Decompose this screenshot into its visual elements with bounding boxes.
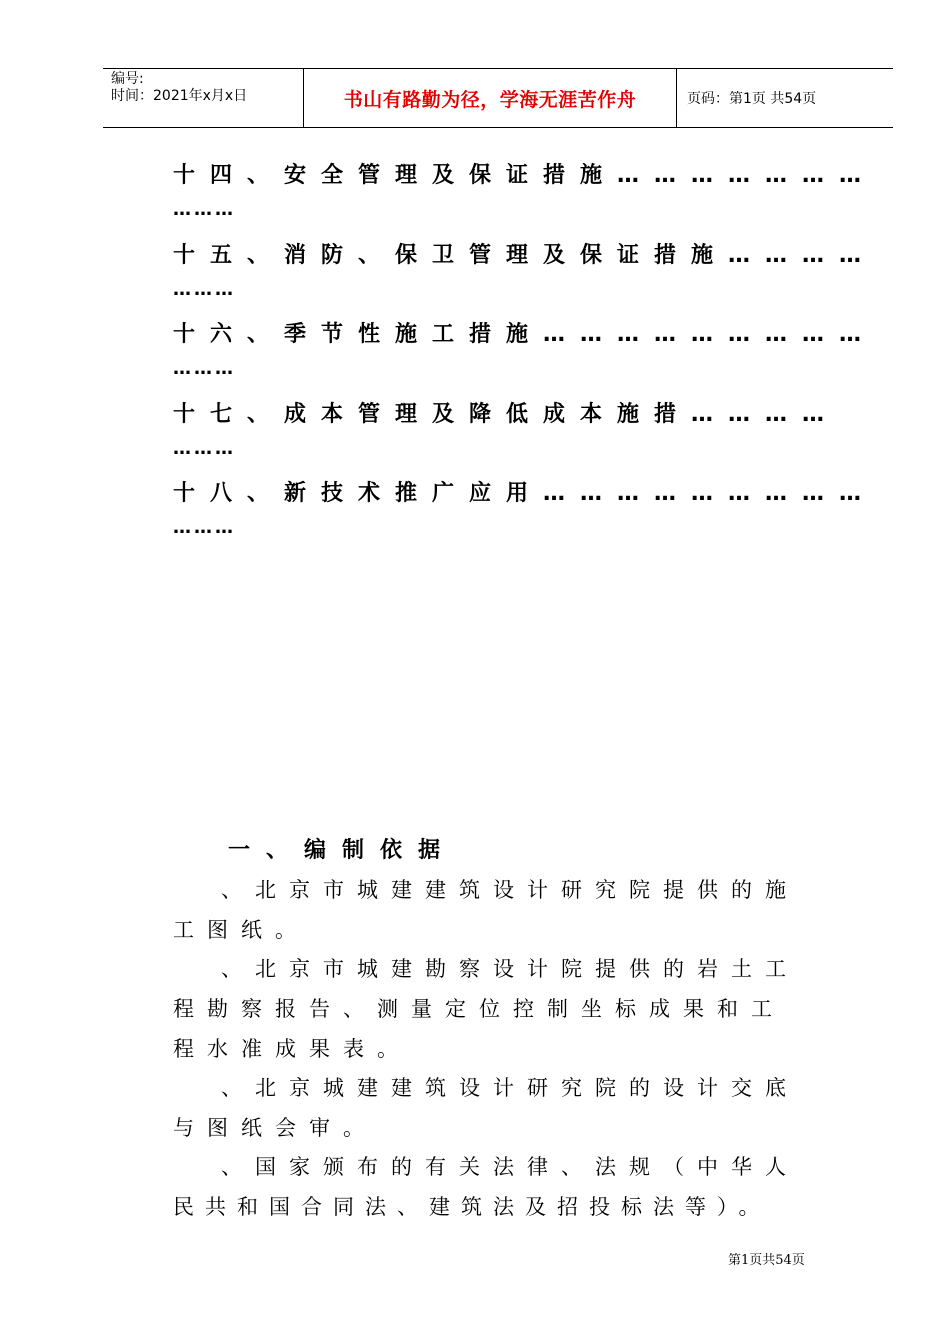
header-motto-cell — [303, 69, 677, 127]
document-time-label: 时间：2021年x月x日 — [111, 88, 248, 104]
paragraph-line: 与图纸会审。 — [173, 1116, 377, 1140]
toc-entry-17-leader: ……… — [173, 438, 236, 459]
toc-entry-18: 十八、新技术推广应用……………………… — [173, 481, 877, 506]
toc-entry-16: 十六、季节性施工措施……………………… — [173, 322, 877, 347]
toc-entry-15-leader: ……… — [173, 279, 236, 300]
page-header — [103, 68, 893, 128]
toc-entry-14-leader: ……… — [173, 199, 236, 220]
paragraph-line: 、北京市城建建筑设计研究院提供的施 — [221, 878, 799, 902]
page-footer-number: 第1页共54页 — [728, 1253, 805, 1268]
paragraph-line: 工图纸。 — [173, 918, 309, 942]
header-meta-cell — [103, 69, 303, 127]
paragraph-line: 、北京市城建勘察设计院提供的岩土工 — [221, 957, 799, 981]
paragraph-line: 、国家颁布的有关法律、法规（中华人 — [221, 1155, 799, 1179]
section-heading: 一、编制依据 — [228, 837, 457, 863]
paragraph-line: 程水准成果表。 — [173, 1037, 411, 1061]
header-page-code: 页码：第1页 共54页 — [687, 91, 817, 107]
toc-entry-18-leader: ……… — [173, 517, 236, 538]
toc-entry-15: 十五、消防、保卫管理及保证措施………… — [173, 243, 877, 268]
header-page-cell — [677, 69, 893, 127]
header-motto: 书山有路勤为径，学海无涯苦作舟 — [343, 88, 637, 111]
document-code-label: 编号: — [111, 71, 144, 87]
toc-entry-14: 十四、安全管理及保证措施………………… — [173, 163, 877, 188]
paragraph-line: 、北京城建建筑设计研究院的设计交底 — [221, 1076, 799, 1100]
paragraph-line: 民共和国合同法、建筑法及招投标法等）。 — [173, 1195, 771, 1219]
toc-entry-17: 十七、成本管理及降低成本施措………… — [173, 402, 840, 427]
paragraph-line: 程勘察报告、测量定位控制坐标成果和工 — [173, 997, 785, 1021]
toc-entry-16-leader: ……… — [173, 358, 236, 379]
